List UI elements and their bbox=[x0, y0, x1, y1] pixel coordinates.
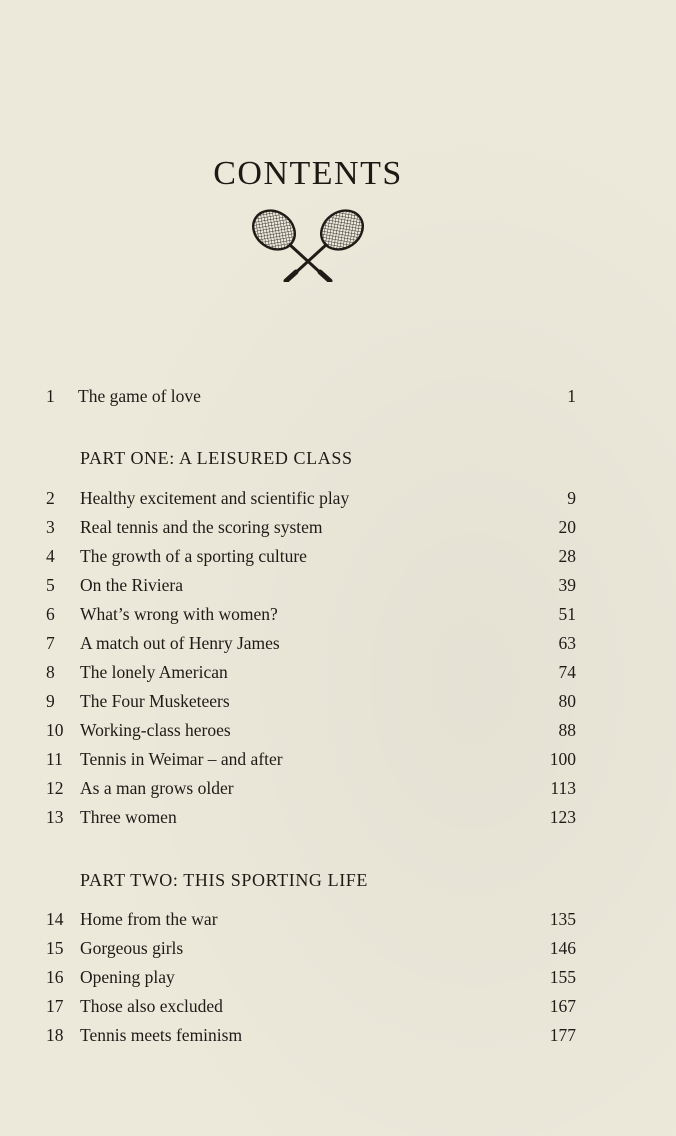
page-number: 155 bbox=[549, 967, 576, 987]
page-number: 80 bbox=[558, 691, 576, 711]
toc-entry bbox=[46, 718, 576, 742]
toc-entry bbox=[46, 1023, 576, 1047]
chapter-number: 13 bbox=[46, 807, 64, 827]
chapter-number: 11 bbox=[46, 749, 63, 769]
chapter-title: Healthy excitement and scientific play bbox=[80, 488, 350, 508]
toc-entry bbox=[46, 631, 576, 655]
chapter-title: Tennis meets feminism bbox=[80, 1025, 243, 1045]
page-number: 146 bbox=[549, 938, 576, 958]
page-number: 100 bbox=[549, 749, 576, 769]
chapter-title: The game of love bbox=[78, 386, 201, 406]
chapter-title: What’s wrong with women? bbox=[80, 604, 278, 624]
chapter-number: 18 bbox=[46, 1025, 64, 1045]
chapter-number: 5 bbox=[46, 575, 55, 595]
page-number: 167 bbox=[549, 996, 576, 1016]
page-number: 39 bbox=[558, 575, 576, 595]
toc-entry bbox=[46, 936, 576, 960]
page-number: 113 bbox=[550, 778, 576, 798]
toc-entry bbox=[46, 660, 576, 684]
chapter-number: 16 bbox=[46, 967, 64, 987]
page-number: 51 bbox=[558, 604, 576, 624]
page-title: CONTENTS bbox=[213, 155, 403, 192]
toc-entry bbox=[46, 907, 576, 931]
toc-entry bbox=[46, 805, 576, 829]
chapter-title: Home from the war bbox=[80, 909, 218, 929]
chapter-title: Opening play bbox=[80, 967, 175, 987]
toc-entry bbox=[46, 965, 576, 989]
chapter-title: Tennis in Weimar – and after bbox=[80, 749, 283, 769]
chapter-title: The growth of a sporting culture bbox=[80, 546, 307, 566]
chapter-title: On the Riviera bbox=[80, 575, 184, 595]
toc-entry bbox=[46, 486, 576, 510]
chapter-title: A match out of Henry James bbox=[80, 633, 280, 653]
chapter-number: 10 bbox=[46, 720, 64, 740]
chapter-title: Three women bbox=[80, 807, 177, 827]
chapter-number: 15 bbox=[46, 938, 64, 958]
chapter-title: Those also excluded bbox=[80, 996, 223, 1016]
chapter-number: 1 bbox=[46, 386, 55, 406]
page-number: 135 bbox=[549, 909, 576, 929]
part-heading: PART ONE: A LEISURED CLASS bbox=[80, 448, 353, 468]
page-number: 123 bbox=[549, 807, 576, 827]
chapter-number: 4 bbox=[46, 546, 55, 566]
toc-entry bbox=[46, 384, 576, 408]
toc-entry bbox=[46, 776, 576, 800]
toc-entry bbox=[46, 573, 576, 597]
page-number: 28 bbox=[558, 546, 576, 566]
chapter-number: 8 bbox=[46, 662, 55, 682]
chapter-number: 3 bbox=[46, 517, 55, 537]
toc-entry bbox=[46, 602, 576, 626]
chapter-title: Gorgeous girls bbox=[80, 938, 184, 958]
toc-entry bbox=[46, 515, 576, 539]
chapter-number: 2 bbox=[46, 488, 55, 508]
part-heading: PART TWO: THIS SPORTING LIFE bbox=[80, 870, 369, 890]
page-number: 177 bbox=[549, 1025, 576, 1045]
chapter-number: 7 bbox=[46, 633, 55, 653]
page-number: 1 bbox=[567, 386, 576, 406]
chapter-title: Real tennis and the scoring system bbox=[80, 517, 323, 537]
chapter-number: 17 bbox=[46, 996, 64, 1016]
toc-entry bbox=[46, 747, 576, 771]
toc-entry bbox=[46, 544, 576, 568]
page-number: 20 bbox=[558, 517, 576, 537]
crossed-tennis-rackets-icon bbox=[244, 206, 372, 282]
chapter-number: 12 bbox=[46, 778, 64, 798]
page-number: 88 bbox=[558, 720, 576, 740]
chapter-number: 9 bbox=[46, 691, 55, 711]
page-number: 63 bbox=[558, 633, 576, 653]
chapter-title: The Four Musketeers bbox=[80, 691, 230, 711]
chapter-number: 6 bbox=[46, 604, 55, 624]
chapter-number: 14 bbox=[46, 909, 64, 929]
toc-entry bbox=[46, 994, 576, 1018]
toc-entry bbox=[46, 689, 576, 713]
chapter-title: Working-class heroes bbox=[80, 720, 231, 740]
page-number: 9 bbox=[567, 488, 576, 508]
page-number: 74 bbox=[558, 662, 576, 682]
chapter-title: As a man grows older bbox=[80, 778, 234, 798]
chapter-title: The lonely American bbox=[80, 662, 228, 682]
